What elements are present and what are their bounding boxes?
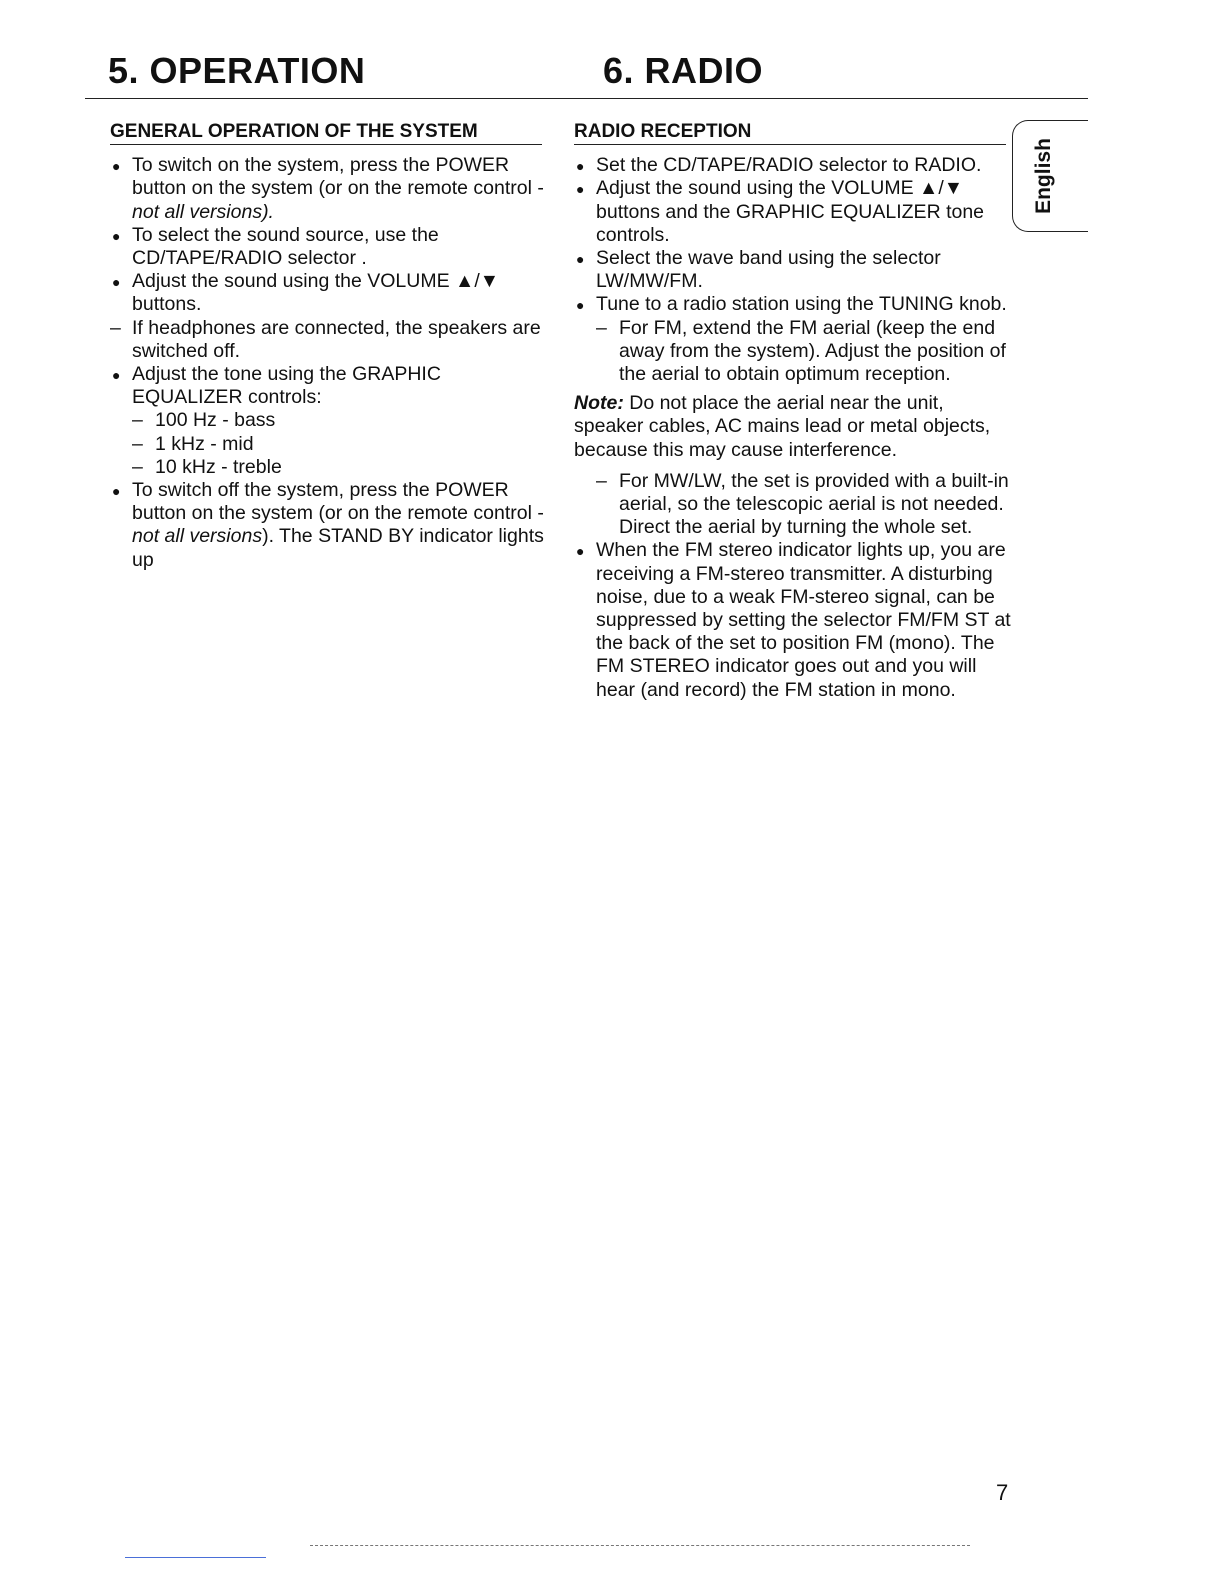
item-text: 1 kHz - mid [155, 432, 254, 455]
item-text: Set the CD/TAPE/RADIO selector to RADIO. [596, 154, 982, 177]
sub-item [574, 470, 1014, 540]
note [574, 392, 1014, 462]
item-text: Adjust the tone using the GRAPHIC EQUALIZER controls: [132, 363, 441, 409]
radio-column [574, 120, 1014, 702]
list-item [110, 363, 550, 409]
bullet-icon: ● [112, 367, 121, 384]
list-item [574, 154, 1014, 177]
item-text: 100 Hz - bass [155, 409, 276, 432]
list-item [574, 539, 1014, 701]
bullet-icon: ● [576, 181, 585, 198]
language-tab-label: English [1032, 138, 1055, 214]
item-text: Tune to a radio station using the TUNING knob. [596, 293, 1007, 316]
bullet-icon: ● [112, 274, 121, 291]
dash-icon: – [596, 316, 607, 339]
list-item [574, 293, 1014, 316]
item-text: To switch on the system, press the POWER button on the system (or on the remote control - [132, 154, 544, 200]
bullet-icon: ● [576, 297, 585, 314]
sub-item [110, 409, 550, 432]
item-text: ). The STAND BY indicator lights up [132, 525, 544, 571]
radio-heading: RADIO RECEPTION [574, 120, 1006, 145]
item-text: For FM, extend the FM aerial (keep the end away from the system). Adjust the position of the aerial to obtain optimum reception. [619, 316, 1006, 386]
dash-icon: – [596, 469, 607, 492]
item-text: If headphones are connected, the speakers are switched off. [132, 316, 541, 362]
item-text: Select the wave band using the selector LW/MW/FM. [596, 247, 941, 293]
scan-artifact-blue-line [125, 1557, 266, 1558]
sub-item [110, 456, 550, 479]
dash-icon: – [132, 432, 143, 455]
bullet-icon: ● [112, 227, 121, 244]
dash-icon: – [132, 455, 143, 478]
item-italic: not all versions [132, 525, 263, 548]
list-item [110, 479, 550, 572]
item-text: Adjust the sound using the VOLUME ▲/▼ buttons. [132, 270, 500, 316]
item-text: 10 kHz - treble [155, 455, 282, 478]
operation-column [110, 120, 550, 572]
page-number: 7 [996, 1480, 1009, 1505]
list-item [110, 154, 550, 224]
list-item [574, 177, 1014, 247]
item-text: Adjust the sound using the VOLUME ▲/▼ buttons and the GRAPHIC EQUALIZER tone controls. [596, 177, 985, 246]
list-item [110, 224, 550, 270]
sub-item [574, 317, 1014, 387]
operation-heading: GENERAL OPERATION OF THE SYSTEM [110, 120, 542, 145]
item-text: For MW/LW, the set is provided with a built-in aerial, so the telescopic aerial is not needed. Direct the aerial by turning the whole set. [619, 469, 1009, 539]
bullet-icon: ● [576, 251, 585, 268]
note-label: Note: [574, 392, 624, 415]
item-text: To select the sound source, use the CD/TAPE/RADIO selector . [132, 223, 439, 270]
bullet-icon: ● [112, 158, 121, 175]
item-text: When the FM stereo indicator lights up, you are receiving a FM-stereo transmitter. A disturbing noise, due to a weak FM-stereo signal, can be suppressed by setting the selector FM/FM ST at the back of the set to position FM (mono). The FM STEREO indicator goes out and you will hear (and record) the FM station in mono. [596, 539, 1011, 701]
dash-icon: – [132, 409, 143, 432]
note-text: Do not place the aerial near the unit, speaker cables, AC mains lead or metal objects, because this may cause interference. [574, 392, 991, 461]
sub-item [110, 433, 550, 456]
bullet-icon: ● [576, 158, 585, 175]
bullet-icon: ● [576, 543, 585, 560]
section-title-radio: 6. RADIO [603, 50, 764, 91]
dash-icon: – [110, 316, 121, 339]
item-text: To switch off the system, press the POWER button on the system (or on the remote control - [132, 479, 544, 525]
section-title-operation: 5. OPERATION [108, 50, 366, 91]
scan-artifact-line [310, 1545, 970, 1550]
list-item [574, 247, 1014, 293]
item-italic: not all versions). [132, 200, 274, 223]
bullet-icon: ● [112, 483, 121, 500]
header-rule [85, 98, 1088, 99]
list-item [110, 270, 550, 316]
list-item [110, 317, 550, 363]
